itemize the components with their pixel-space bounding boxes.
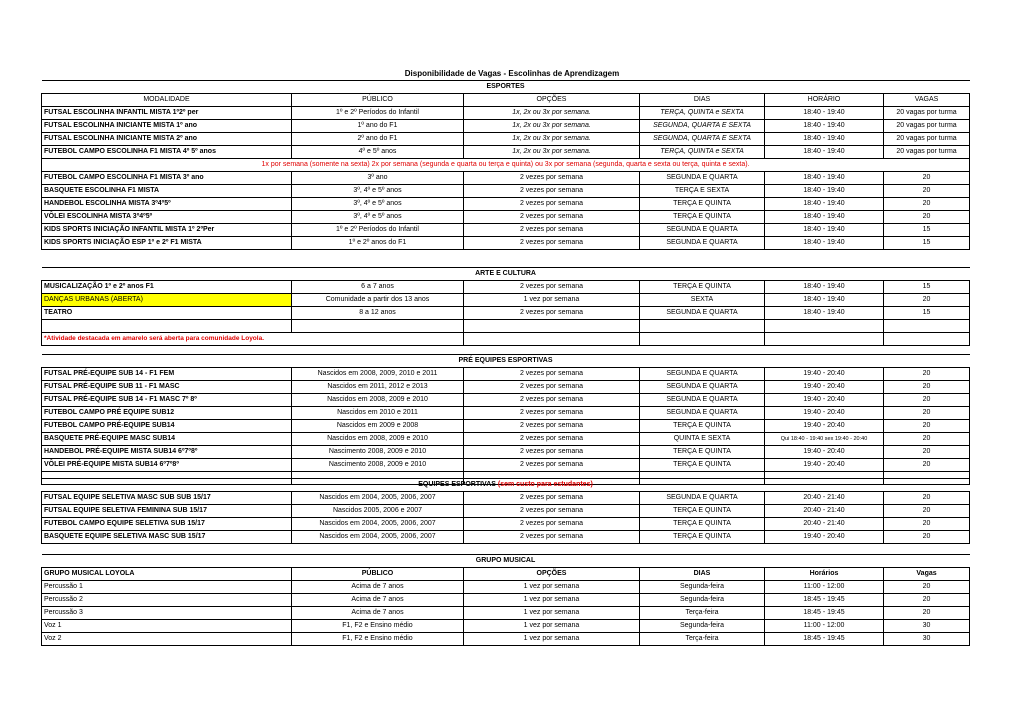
cell: BASQUETE ESCOLINHA F1 MISTA	[42, 185, 292, 198]
cell: 2 vezes por semana	[464, 505, 640, 518]
cell: 2 vezes por semana	[464, 185, 640, 198]
cell: 20	[884, 211, 970, 224]
header-cell: MODALIDADE	[42, 94, 292, 107]
cell: 3º ano	[292, 172, 464, 185]
document-title: Disponibilidade de Vagas - Escolinhas de Aprendizagem	[404, 69, 620, 78]
cell: 1x, 2x ou 3x por semana.	[464, 120, 640, 133]
cell: 18:40 - 19:40	[765, 211, 884, 224]
cell	[42, 320, 292, 333]
cell: 11:00 - 12:00	[765, 620, 884, 633]
cell	[884, 320, 970, 333]
cell: Segunda-feira	[640, 581, 765, 594]
cell: SEGUNDA E QUARTA	[640, 407, 765, 420]
equipes-title	[42, 479, 970, 492]
table-row	[42, 607, 970, 620]
cell: 20	[884, 368, 970, 381]
cell: Nascidos 2005, 2006 e 2007	[292, 505, 464, 518]
cell: 15	[884, 237, 970, 250]
header-cell: Horários	[765, 568, 884, 581]
cell: FUTSAL PRÉ-EQUIPE SUB 11 - F1 MASC	[42, 381, 292, 394]
cell: Nascidos em 2004, 2005, 2006, 2007	[292, 531, 464, 544]
cell: 19:40 - 20:40	[765, 420, 884, 433]
header-cell: GRUPO MUSICAL LOYOLA	[42, 568, 292, 581]
cell: TERÇA E QUINTA	[640, 531, 765, 544]
cell: 20	[884, 394, 970, 407]
cell	[884, 333, 970, 346]
cell: 18:45 - 19:45	[765, 607, 884, 620]
cell: BASQUETE EQUIPE SELETIVA MASC SUB 15/17	[42, 531, 292, 544]
header-cell: VAGAS	[884, 94, 970, 107]
cell: TEATRO	[42, 307, 292, 320]
cell: 18:40 - 19:40	[765, 107, 884, 120]
table-row	[42, 407, 970, 420]
cell: 19:40 - 20:40	[765, 407, 884, 420]
cell: Terça-feira	[640, 607, 765, 620]
table-row	[42, 492, 970, 505]
cell: 1º e 2º Períodos do Infantil	[292, 107, 464, 120]
cell: 2 vezes por semana	[464, 381, 640, 394]
cell: 20	[884, 459, 970, 472]
cell: 1 vez por semana	[464, 581, 640, 594]
cell: FUTSAL ESCOLINHA INICIANTE MISTA 1º ano	[42, 120, 292, 133]
equipes-title-text: EQUIPES ESPORTIVAS	[418, 481, 496, 488]
cell	[640, 320, 765, 333]
cell: 18:45 - 19:45	[765, 633, 884, 646]
table-row	[42, 198, 970, 211]
cell: 1 vez por semana	[464, 607, 640, 620]
cell: 20	[884, 185, 970, 198]
cell: 18:40 - 19:40	[765, 120, 884, 133]
cell: F1, F2 e Ensino médio	[292, 633, 464, 646]
cell: 20	[884, 407, 970, 420]
cell: BASQUETE PRÉ-EQUIPE MASC SUB14	[42, 433, 292, 446]
cell: 2 vezes por semana	[464, 237, 640, 250]
table-row	[42, 594, 970, 607]
cell: TERÇA, QUINTA e SEXTA	[640, 146, 765, 159]
cell: 20:40 - 21:40	[765, 492, 884, 505]
table-row	[42, 185, 970, 198]
cell: 18:40 - 19:40	[765, 224, 884, 237]
cell: 18:40 - 19:40	[765, 133, 884, 146]
cell: SEGUNDA E QUARTA	[640, 394, 765, 407]
cell: 2 vezes por semana	[464, 172, 640, 185]
options-note-row	[42, 159, 970, 172]
cell: 2º ano do F1	[292, 133, 464, 146]
cell: Acima de 7 anos	[292, 581, 464, 594]
cell: 18:45 - 19:45	[765, 594, 884, 607]
cell: 20	[884, 505, 970, 518]
table-row	[42, 294, 970, 307]
cell: Nascidos em 2011, 2012 e 2013	[292, 381, 464, 394]
cell: 19:40 - 20:40	[765, 394, 884, 407]
cell: Segunda-feira	[640, 594, 765, 607]
musical-table	[41, 554, 970, 646]
cell: Segunda-feira	[640, 620, 765, 633]
cell: 2 vezes por semana	[464, 420, 640, 433]
cell: 20	[884, 607, 970, 620]
arte-note-row	[42, 333, 970, 346]
cell	[765, 333, 884, 346]
cell: 18:40 - 19:40	[765, 185, 884, 198]
cell: 2 vezes por semana	[464, 224, 640, 237]
cell: 15	[884, 307, 970, 320]
cell: Terça-feira	[640, 633, 765, 646]
table-row	[42, 531, 970, 544]
cell: 20 vagas por turma	[884, 146, 970, 159]
cell: 2 vezes por semana	[464, 211, 640, 224]
header-cell: PÚBLICO	[292, 568, 464, 581]
cell: MUSICALIZAÇÃO 1º e 2º anos F1	[42, 281, 292, 294]
cell: QUINTA E SEXTA	[640, 433, 765, 446]
cell: 1 vez por semana	[464, 633, 640, 646]
cell: Nascidos em 2010 e 2011	[292, 407, 464, 420]
cell: 1º e 2º anos do F1	[292, 237, 464, 250]
cell: 20	[884, 198, 970, 211]
cell: 3º, 4º e 5º anos	[292, 211, 464, 224]
cell: 2 vezes por semana	[464, 518, 640, 531]
cell: 30	[884, 620, 970, 633]
cell: Qui 18:40 - 19:40 sex 19:40 - 20:40	[765, 433, 884, 446]
cell: 15	[884, 281, 970, 294]
cell: Percussão 3	[42, 607, 292, 620]
cell: 19:40 - 20:40	[765, 459, 884, 472]
cell: TERÇA E QUINTA	[640, 446, 765, 459]
cell: 1x, 2x ou 3x por semana.	[464, 133, 640, 146]
cell: 18:40 - 19:40	[765, 281, 884, 294]
cell: Nascimento 2008, 2009 e 2010	[292, 446, 464, 459]
cell: TERÇA E QUINTA	[640, 198, 765, 211]
cell: Nascidos em 2008, 2009 e 2010	[292, 433, 464, 446]
cell: FUTSAL EQUIPE SELETIVA MASC SUB SUB 15/17	[42, 492, 292, 505]
table-row	[42, 518, 970, 531]
cell: 18:40 - 19:40	[765, 198, 884, 211]
table-row	[42, 505, 970, 518]
cell: 18:40 - 19:40	[765, 237, 884, 250]
header-cell: DIAS	[640, 94, 765, 107]
cell: VÔLEI PRÉ-EQUIPE MISTA SUB14 6º7º8º	[42, 459, 292, 472]
cell: 2 vezes por semana	[464, 407, 640, 420]
cell: 20	[884, 420, 970, 433]
cell: TERÇA E QUINTA	[640, 281, 765, 294]
cell: Percussão 2	[42, 594, 292, 607]
cell: 20	[884, 446, 970, 459]
header-cell: OPÇÕES	[464, 568, 640, 581]
cell: SEGUNDA E QUARTA	[640, 381, 765, 394]
cell: Percussão 1	[42, 581, 292, 594]
cell: 8 a 12 anos	[292, 307, 464, 320]
cell: VÔLEI ESCOLINHA MISTA 3º4º5º	[42, 211, 292, 224]
cell: 20 vagas por turma	[884, 120, 970, 133]
cell: 2 vezes por semana	[464, 459, 640, 472]
header-cell: DIAS	[640, 568, 765, 581]
cell: Nascidos em 2004, 2005, 2006, 2007	[292, 518, 464, 531]
table-row	[42, 307, 970, 320]
cell	[464, 320, 640, 333]
arte-title: ARTE E CULTURA	[42, 268, 970, 281]
cell: 19:40 - 20:40	[765, 531, 884, 544]
header-cell: PÚBLICO	[292, 94, 464, 107]
table-row	[42, 581, 970, 594]
table-row	[42, 281, 970, 294]
cell: 20	[884, 531, 970, 544]
cell: 1x, 2x ou 3x por semana.	[464, 107, 640, 120]
cell: TERÇA E QUINTA	[640, 459, 765, 472]
cell: FUTSAL ESCOLINHA INFANTIL MISTA 1º2º per	[42, 107, 292, 120]
cell: SEGUNDA E QUARTA	[640, 172, 765, 185]
cell: SEGUNDA E QUARTA	[640, 237, 765, 250]
cell: 2 vezes por semana	[464, 492, 640, 505]
cell: 20:40 - 21:40	[765, 518, 884, 531]
cell: 1º e 2º Períodos do Infantil	[292, 224, 464, 237]
equipes-title-note: (sem custo para estudantes)	[497, 481, 593, 488]
cell: SEGUNDA E QUARTA	[640, 307, 765, 320]
cell: 2 vezes por semana	[464, 198, 640, 211]
cell: 6 a 7 anos	[292, 281, 464, 294]
cell: 15	[884, 224, 970, 237]
pre-equipes-table	[41, 354, 970, 485]
cell: Acima de 7 anos	[292, 607, 464, 620]
cell: Nascidos em 2009 e 2008	[292, 420, 464, 433]
cell: TERÇA, QUINTA e SEXTA	[640, 107, 765, 120]
cell: Nascidos em 2008, 2009 e 2010	[292, 394, 464, 407]
cell: SEGUNDA E QUARTA	[640, 224, 765, 237]
cell: FUTEBOL CAMPO ESCOLINHA F1 MISTA 4º 5º anos	[42, 146, 292, 159]
musical-title: GRUPO MUSICAL	[42, 555, 970, 568]
cell: F1, F2 e Ensino médio	[292, 620, 464, 633]
highlighted-cell: DANÇAS URBANAS (ABERTA)	[42, 294, 292, 307]
table-row	[42, 224, 970, 237]
cell: TERÇA E QUINTA	[640, 211, 765, 224]
cell: FUTEBOL CAMPO ESCOLINHA F1 MISTA 3º ano	[42, 172, 292, 185]
cell: 4º e 5º anos	[292, 146, 464, 159]
table-row	[42, 146, 970, 159]
cell: 20	[884, 594, 970, 607]
cell: 19:40 - 20:40	[765, 446, 884, 459]
cell: HANDEBOL PRÉ-EQUIPE MISTA SUB14 6º7º8º	[42, 446, 292, 459]
cell: 20	[884, 294, 970, 307]
cell: 20	[884, 492, 970, 505]
table-row	[42, 120, 970, 133]
table-row	[42, 433, 970, 446]
cell: SEGUNDA, QUARTA E SEXTA	[640, 120, 765, 133]
cell: FUTEBOL CAMPO PRÉ-EQUIPE SUB14	[42, 420, 292, 433]
table-row	[42, 107, 970, 120]
cell	[464, 333, 640, 346]
cell: 19:40 - 20:40	[765, 368, 884, 381]
cell: 1 vez por semana	[464, 620, 640, 633]
cell: 2 vezes por semana	[464, 531, 640, 544]
cell: TERÇA E QUINTA	[640, 518, 765, 531]
cell: TERÇA E QUINTA	[640, 420, 765, 433]
cell: 1 vez por semana	[464, 594, 640, 607]
cell: 20:40 - 21:40	[765, 505, 884, 518]
options-note: 1x por semana (somente na sexta) 2x por semana (segunda e quarta ou terça e quinta) ou 3x por semana (segunda, quarta e sexta ou terça, quinta e sexta).	[42, 159, 970, 172]
cell: 2 vezes por semana	[464, 394, 640, 407]
cell: 3º, 4º e 5º anos	[292, 185, 464, 198]
cell: Nascidos em 2008, 2009, 2010 e 2011	[292, 368, 464, 381]
cell: 1º ano do F1	[292, 120, 464, 133]
table-row	[42, 172, 970, 185]
header-cell: Vagas	[884, 568, 970, 581]
table-row	[42, 394, 970, 407]
cell: SEXTA	[640, 294, 765, 307]
cell: 20	[884, 433, 970, 446]
table-row	[42, 446, 970, 459]
cell: Acima de 7 anos	[292, 594, 464, 607]
table-row	[42, 633, 970, 646]
table-row	[42, 459, 970, 472]
cell: 2 vezes por semana	[464, 368, 640, 381]
cell: 1 vez por semana	[464, 294, 640, 307]
cell: FUTSAL PRÉ-EQUIPE SUB 14 - F1 MASC 7º 8º	[42, 394, 292, 407]
table-row	[42, 237, 970, 250]
arte-note: *Atividade destacada em amarelo será aberta para comunidade Loyola.	[42, 333, 464, 346]
cell: 20	[884, 381, 970, 394]
cell: 2 vezes por semana	[464, 307, 640, 320]
cell: 18:40 - 19:40	[765, 294, 884, 307]
cell	[640, 333, 765, 346]
cell: 19:40 - 20:40	[765, 381, 884, 394]
cell	[765, 320, 884, 333]
cell: 3º, 4º e 5º anos	[292, 198, 464, 211]
cell: 30	[884, 633, 970, 646]
cell: Nascimento 2008, 2009 e 2010	[292, 459, 464, 472]
cell: SEGUNDA E QUARTA	[640, 492, 765, 505]
cell: 20	[884, 581, 970, 594]
cell	[292, 320, 464, 333]
table-row	[42, 420, 970, 433]
pre-equipes-title: PRÉ EQUIPES ESPORTIVAS	[42, 355, 970, 368]
cell: FUTSAL ESCOLINHA INICIANTE MISTA 2º ano	[42, 133, 292, 146]
cell: TERÇA E SEXTA	[640, 185, 765, 198]
table-row	[42, 381, 970, 394]
cell: FUTEBOL CAMPO PRÉ EQUIPE SUB12	[42, 407, 292, 420]
cell: Comunidade a partir dos 13 anos	[292, 294, 464, 307]
header-cell: HORÁRIO	[765, 94, 884, 107]
header-cell: OPÇÕES	[464, 94, 640, 107]
cell: SEGUNDA, QUARTA E SEXTA	[640, 133, 765, 146]
cell: 1x, 2x ou 3x por semana.	[464, 146, 640, 159]
table-row	[42, 320, 970, 333]
table-row	[42, 368, 970, 381]
table-row	[42, 133, 970, 146]
equipes-table	[41, 478, 970, 544]
cell: Nascidos em 2004, 2005, 2006, 2007	[292, 492, 464, 505]
cell: 18:40 - 19:40	[765, 172, 884, 185]
cell: 20	[884, 172, 970, 185]
cell: 2 vezes por semana	[464, 281, 640, 294]
cell: 11:00 - 12:00	[765, 581, 884, 594]
cell: Voz 1	[42, 620, 292, 633]
cell: FUTSAL PRÉ-EQUIPE SUB 14 - F1 FEM	[42, 368, 292, 381]
cell: HANDEBOL ESCOLINHA MISTA 3º4º5º	[42, 198, 292, 211]
table-row	[42, 211, 970, 224]
cell: 20 vagas por turma	[884, 133, 970, 146]
cell: SEGUNDA E QUARTA	[640, 368, 765, 381]
table-row	[42, 620, 970, 633]
cell: 2 vezes por semana	[464, 446, 640, 459]
cell: TERÇA E QUINTA	[640, 505, 765, 518]
cell: 18:40 - 19:40	[765, 146, 884, 159]
cell: 18:40 - 19:40	[765, 307, 884, 320]
esportes-table	[41, 80, 970, 250]
cell: Voz 2	[42, 633, 292, 646]
cell: KIDS SPORTS INICIAÇÃO ESP 1º e 2º F1 MISTA	[42, 237, 292, 250]
cell: FUTEBOL CAMPO EQUIPE SELETIVA SUB 15/17	[42, 518, 292, 531]
esportes-header-row	[42, 94, 970, 107]
arte-table	[41, 267, 970, 346]
cell: 2 vezes por semana	[464, 433, 640, 446]
esportes-title: ESPORTES	[42, 81, 970, 94]
musical-header-row	[42, 568, 970, 581]
cell: KIDS SPORTS INICIAÇÃO INFANTIL MISTA 1º 2ºPer	[42, 224, 292, 237]
cell: 20 vagas por turma	[884, 107, 970, 120]
cell: FUTSAL EQUIPE SELETIVA FEMININA SUB 15/17	[42, 505, 292, 518]
cell: 20	[884, 518, 970, 531]
